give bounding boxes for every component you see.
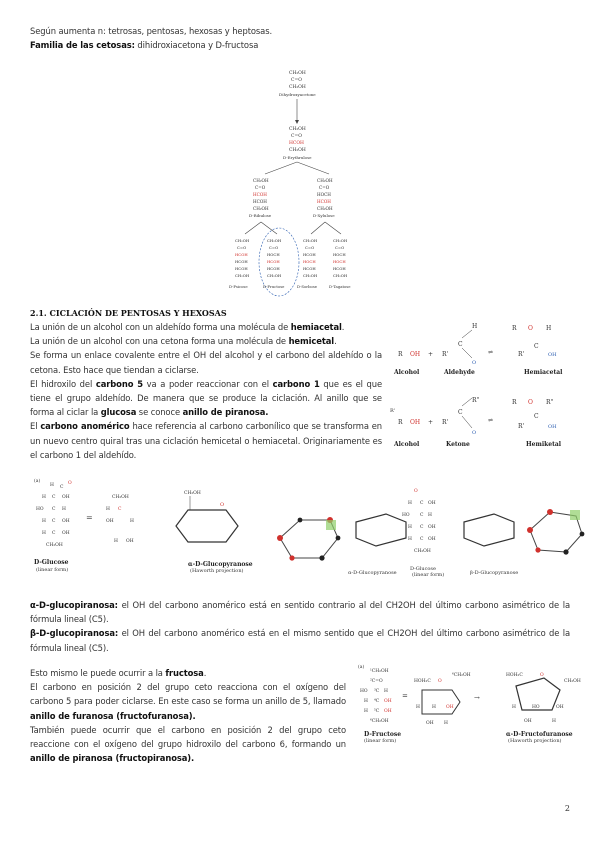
svg-text:C: C — [420, 525, 424, 530]
svg-text:CH₂OH: CH₂OH — [317, 206, 333, 211]
fructose-p3: También puede ocurrir que el carbono en posición 2 del grupo ceto reaccione con el oxígeno del grupo hidroxilo del carbono 6, formando un anillo de piranosa (fructopiranosa). — [30, 724, 346, 764]
svg-text:+: + — [428, 419, 434, 426]
svg-text:H: H — [512, 705, 516, 710]
svg-text:C: C — [52, 495, 56, 500]
svg-text:HCOH: HCOH — [235, 266, 248, 271]
svg-text:OH: OH — [428, 501, 436, 506]
svg-text:H: H — [432, 705, 436, 710]
svg-text:CH₂OH: CH₂OH — [253, 178, 269, 183]
svg-text:C=O: C=O — [335, 245, 345, 250]
svg-text:HCOH: HCOH — [303, 266, 316, 271]
fig2-caption-4: β-D-Glucopyranose — [470, 570, 519, 576]
mid-formula-2: C=O — [291, 134, 302, 139]
svg-text:OH: OH — [410, 351, 421, 358]
section-title: 2.1. CICLACIÓN DE PENTOSAS Y HEXOSAS — [30, 308, 227, 318]
svg-text:C: C — [420, 513, 424, 518]
svg-text:C: C — [52, 507, 56, 512]
svg-text:H: H — [408, 525, 412, 530]
svg-text:H: H — [444, 721, 448, 726]
svg-text:HO: HO — [36, 507, 44, 512]
svg-text:H: H — [428, 513, 432, 518]
svg-text:H: H — [106, 507, 110, 512]
mid-name: D-Erythrulose — [283, 155, 312, 160]
fig2-caption-1: α-D-Glucopyranose — [348, 570, 397, 576]
svg-text:HCOH: HCOH — [253, 192, 267, 197]
svg-text:O: O — [472, 360, 477, 366]
svg-text:C=O: C=O — [269, 245, 279, 250]
svg-text:R': R' — [518, 351, 525, 358]
svg-text:⇌: ⇌ — [488, 349, 494, 356]
svg-text:R": R" — [546, 399, 554, 406]
svg-text:HOCH: HOCH — [333, 259, 346, 264]
svg-text:CH₂OH: CH₂OH — [46, 543, 63, 548]
svg-text:OH: OH — [62, 495, 70, 500]
svg-text:H: H — [384, 689, 388, 694]
svg-text:HOCH: HOCH — [303, 259, 316, 264]
reaction2-label-2: Ketone — [446, 441, 470, 448]
reaction2-label-3: Hemiketal — [526, 441, 562, 448]
svg-text:H: H — [42, 519, 46, 524]
svg-text:HCOH: HCOH — [253, 199, 267, 204]
glucose-cyclization-figure — [30, 476, 590, 584]
anomer-definitions — [30, 598, 570, 655]
family-text: dihidroxiacetona y D-fructosa — [134, 40, 259, 50]
svg-text:O: O — [472, 430, 477, 436]
svg-text:HOH₂C: HOH₂C — [506, 673, 523, 678]
family-label: Familia de las cetosas: — [30, 40, 135, 50]
intro-line: Según aumenta n: tetrosas, pentosas, hexosas y heptosas. — [30, 26, 273, 36]
svg-text:HCOH: HCOH — [267, 266, 280, 271]
svg-text:HCOH: HCOH — [303, 252, 316, 257]
glucose-linear-caption: D-Glucose — [34, 559, 69, 566]
svg-text:CH₂OH: CH₂OH — [564, 679, 581, 684]
svg-text:CH₂OH: CH₂OH — [235, 273, 250, 278]
svg-text:CH₂OH: CH₂OH — [267, 238, 282, 243]
svg-text:OH: OH — [106, 519, 114, 524]
svg-text:(a): (a) — [34, 479, 41, 484]
svg-text:OH: OH — [384, 709, 392, 714]
svg-text:CH₂OH: CH₂OH — [317, 178, 333, 183]
svg-text:HCOH: HCOH — [267, 259, 280, 264]
fig2-caption-3: (linear form) — [412, 572, 445, 578]
svg-text:C: C — [60, 485, 64, 490]
svg-text:=: = — [402, 692, 408, 700]
svg-text:O: O — [528, 399, 533, 406]
svg-text:H: H — [62, 507, 66, 512]
ring-3d-beta — [527, 509, 584, 555]
svg-text:CH₂OH: CH₂OH — [333, 238, 348, 243]
svg-text:C: C — [52, 519, 56, 524]
bottom-name-1: D-Psicose — [229, 284, 248, 289]
svg-text:OH: OH — [126, 539, 134, 544]
svg-text:=: = — [86, 513, 93, 522]
hemiacetal-reactions — [388, 318, 588, 456]
svg-text:H: H — [50, 483, 54, 488]
fructose-linear-sub: (linear form) — [364, 738, 397, 744]
fructose-body — [30, 666, 346, 765]
svg-text:⁶CH₂OH: ⁶CH₂OH — [452, 673, 471, 678]
svg-text:CH₂OH: CH₂OH — [414, 549, 431, 554]
svg-text:CH₂OH: CH₂OH — [303, 273, 318, 278]
svg-text:R': R' — [442, 351, 449, 358]
svg-text:C: C — [458, 409, 463, 416]
svg-text:C: C — [420, 501, 424, 506]
fructose-p1: Esto mismo le puede ocurrir a la fructosa. — [30, 668, 207, 678]
svg-text:⁶CH₂OH: ⁶CH₂OH — [370, 719, 389, 724]
svg-text:H: H — [364, 709, 368, 714]
svg-text:H: H — [42, 531, 46, 536]
svg-text:OH: OH — [426, 721, 434, 726]
svg-text:O: O — [438, 679, 442, 684]
svg-text:H: H — [552, 719, 556, 724]
svg-text:H: H — [546, 325, 552, 332]
svg-text:H: H — [42, 495, 46, 500]
fructose-cyclization-figure — [356, 662, 588, 750]
svg-text:R': R' — [390, 408, 396, 414]
paragraph-anomeric: El carbono anomérico hace referencia al carbono carbonílico que se transforma en un nuevo centro quiral tras una ciclación hemicetal o hemiacetal. Originariamente es el carbono 1 del aldehído. — [30, 421, 383, 460]
svg-text:⁵C: ⁵C — [374, 709, 380, 714]
glucose-haworth-sub: (Haworth projection) — [190, 568, 244, 574]
top-formula-1: CH₂OH — [289, 71, 306, 76]
svg-text:OH: OH — [410, 419, 421, 426]
svg-text:OH: OH — [62, 519, 70, 524]
ketose-family-tree — [225, 66, 375, 302]
svg-text:R: R — [512, 325, 517, 332]
svg-text:O: O — [68, 481, 72, 486]
chair-ring-1 — [356, 514, 406, 546]
svg-text:H: H — [416, 705, 420, 710]
page-number: 2 — [564, 804, 570, 813]
svg-text:CH₂OH: CH₂OH — [333, 273, 348, 278]
reaction1-label-2: Aldehyde — [444, 369, 475, 376]
svg-text:R': R' — [442, 419, 449, 426]
svg-text:CH₂OH: CH₂OH — [112, 495, 129, 500]
svg-text:OH: OH — [446, 705, 454, 710]
svg-text:OH: OH — [428, 525, 436, 530]
haworth-ring-1 — [176, 510, 238, 542]
svg-text:C=O: C=O — [237, 245, 247, 250]
beta-definition: β-D-glucopiranosa: el OH del carbono anomérico está en el mismo sentido que el CH2OH del último carbono asimétrico de la fórmula lineal (C5). — [30, 628, 570, 653]
fructose-p2: El carbono en posición 2 del grupo ceto reacciona con el oxígeno del carbono 5 para poder ciclarse. En este caso se forma un anillo de 5, llamado anillo de furanosa (fructofuranosa). — [30, 682, 346, 721]
svg-text:C=O: C=O — [319, 185, 330, 190]
svg-text:C: C — [458, 341, 463, 348]
svg-text:HO: HO — [402, 513, 410, 518]
paragraph-bond: Se forma un enlace covalente entre el OH del alcohol y el carbono del aldehído o la cetona. Esto hace que tiendan a ciclarse. — [30, 350, 382, 375]
svg-text:H: H — [364, 699, 368, 704]
alpha-definition: α-D-glucopiranosa: el OH del carbono anomérico está en sentido contrario al del CH2OH del último carbono asimétrico de la fórmula lineal (C5). — [30, 600, 570, 625]
svg-text:H: H — [114, 539, 118, 544]
section-body — [30, 320, 382, 462]
svg-text:O: O — [528, 325, 533, 332]
left-name: D-Ribulose — [249, 213, 272, 218]
svg-text:C=O: C=O — [305, 245, 315, 250]
fructose-open-ring — [422, 690, 460, 714]
svg-text:HCOH: HCOH — [235, 252, 248, 257]
paragraph-carbon5: El hidroxilo del carbono 5 va a poder reaccionar con el carbono 1 que es el que tiene el grupo aldehído. De manera que se produce la ciclación. Al anillo que se forma al ciclar la glucosa se conoce anillo de piranosa. — [30, 378, 382, 418]
svg-text:³C: ³C — [374, 689, 380, 694]
svg-text:(a): (a) — [358, 665, 365, 670]
svg-text:H: H — [408, 501, 412, 506]
svg-text:C: C — [118, 507, 122, 512]
svg-text:C=O: C=O — [255, 185, 266, 190]
top-formula-3: CH₂OH — [289, 85, 306, 90]
mid-formula-3: HCOH — [289, 141, 304, 146]
svg-text:C: C — [52, 531, 56, 536]
svg-text:OH: OH — [548, 424, 557, 430]
svg-text:R: R — [398, 351, 403, 358]
svg-text:R": R" — [472, 397, 480, 404]
svg-text:R: R — [398, 419, 403, 426]
glucose-linear-sub: (linear form) — [36, 567, 69, 573]
svg-text:CH₂OH: CH₂OH — [235, 238, 250, 243]
mid-formula-1: CH₂OH — [289, 127, 306, 132]
fructose-haworth-sub: (Haworth projection) — [508, 738, 562, 744]
svg-text:HOCH: HOCH — [267, 252, 280, 257]
svg-text:²C=O: ²C=O — [370, 679, 383, 684]
svg-text:O: O — [540, 673, 544, 678]
top-formula-2: C=O — [291, 78, 302, 83]
svg-text:+: + — [428, 351, 434, 358]
svg-text:O: O — [220, 502, 225, 508]
svg-text:O: O — [414, 489, 418, 494]
svg-text:OH: OH — [384, 699, 392, 704]
svg-text:H: H — [130, 519, 134, 524]
svg-text:HCOH: HCOH — [317, 199, 331, 204]
svg-text:CH₂OH: CH₂OH — [267, 273, 282, 278]
glucose-haworth-caption: α-D-Glucopyranose — [188, 561, 253, 568]
reaction2-label-1: Alcohol — [394, 441, 420, 448]
svg-text:HO: HO — [360, 689, 368, 694]
svg-text:OH: OH — [524, 719, 532, 724]
svg-text:OH: OH — [548, 352, 557, 358]
bottom-name-4: D-Tagatose — [329, 284, 351, 289]
family-line — [30, 38, 258, 52]
svg-text:CH₂OH: CH₂OH — [303, 238, 318, 243]
bottom-name-2: D-Fructose — [263, 284, 285, 289]
svg-text:OH: OH — [556, 705, 564, 710]
svg-text:C: C — [534, 413, 539, 420]
fig2-caption-2: D-Glucose — [410, 566, 436, 572]
svg-text:HOCH: HOCH — [317, 192, 331, 197]
bottom-name-3: D-Sorbose — [297, 284, 318, 289]
svg-text:HCOH: HCOH — [235, 259, 248, 264]
top-name: Dihydroxyacetone — [279, 92, 316, 97]
svg-text:⁴C: ⁴C — [374, 699, 380, 704]
reaction1-label-1: Alcohol — [394, 369, 420, 376]
svg-text:¹CH₂OH: ¹CH₂OH — [370, 669, 389, 674]
svg-text:HOCH: HOCH — [333, 252, 346, 257]
chair-ring-2 — [464, 514, 514, 546]
svg-text:HOH₂C: HOH₂C — [414, 679, 431, 684]
svg-text:HO: HO — [532, 705, 540, 710]
svg-text:OH: OH — [428, 537, 436, 542]
fructose-haworth-caption: α-D-Fructofuranose — [506, 731, 573, 738]
right-name: D-Xylulose — [313, 213, 335, 218]
paragraph-hemicetal: La unión de un alcohol con una cetona forma una molécula de hemicetal. — [30, 336, 337, 347]
reaction1-label-3: Hemiacetal — [524, 369, 563, 376]
paragraph-hemiacetal: La unión de un alcohol con un aldehído forma una molécula de hemiacetal. — [30, 322, 345, 332]
svg-text:H: H — [408, 537, 412, 542]
fructose-linear-caption: D-Fructose — [364, 731, 402, 738]
svg-text:⇌: ⇌ — [488, 417, 494, 424]
svg-text:HCOH: HCOH — [333, 266, 346, 271]
svg-text:C: C — [534, 343, 539, 350]
mid-formula-4: CH₂OH — [289, 148, 306, 153]
svg-text:CH₂OH: CH₂OH — [253, 206, 269, 211]
svg-text:R': R' — [518, 423, 525, 430]
svg-text:→: → — [474, 694, 480, 702]
svg-text:OH: OH — [62, 531, 70, 536]
ring-3d-alpha — [277, 517, 340, 561]
svg-text:H: H — [472, 323, 478, 330]
svg-text:C: C — [420, 537, 424, 542]
svg-text:CH₂OH: CH₂OH — [184, 491, 201, 496]
svg-text:R: R — [512, 399, 517, 406]
